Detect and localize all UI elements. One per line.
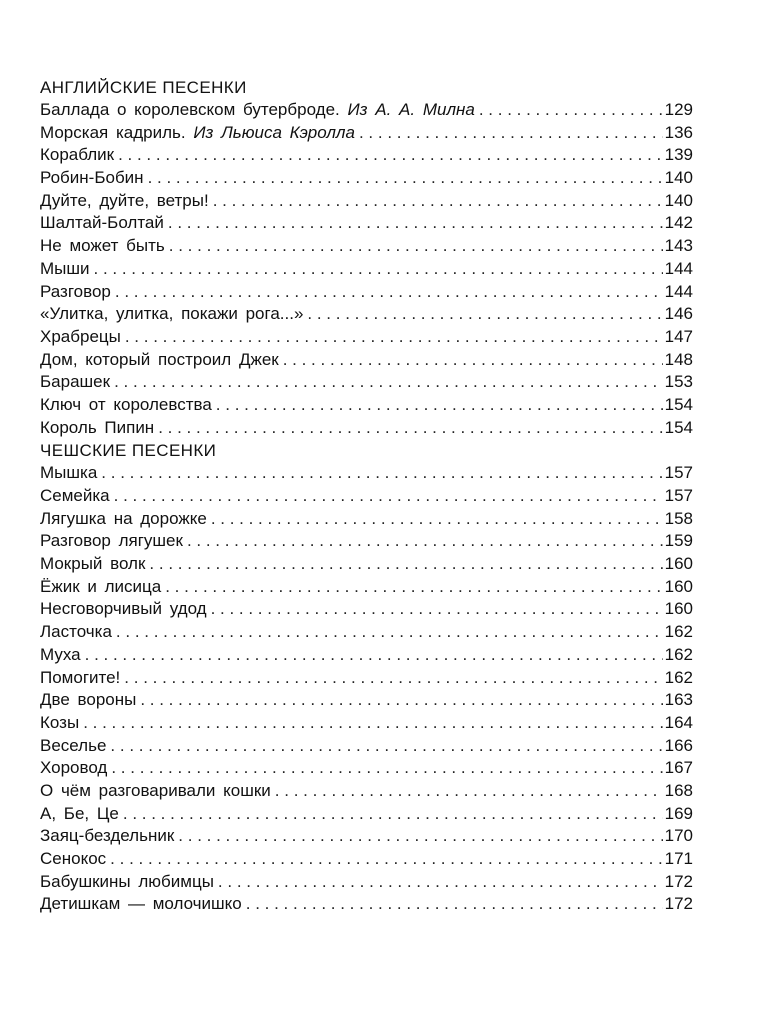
- dot-leader: [148, 167, 663, 190]
- page-number: 157: [664, 463, 693, 483]
- page-number: 136: [664, 122, 693, 142]
- page-number: 160: [664, 576, 693, 596]
- entry-title: Храбрецы: [40, 326, 121, 346]
- entry-title: «Улитка, улитка, покажи рога...»: [40, 304, 304, 324]
- entry-title-group: [40, 553, 145, 576]
- page-number: 172: [664, 871, 693, 891]
- page-number: 162: [664, 622, 693, 642]
- page-number: 153: [664, 372, 693, 392]
- dot-leader: [178, 825, 662, 848]
- toc-entry: [40, 553, 693, 576]
- entry-title: Бабушкины любимцы: [40, 871, 214, 891]
- toc-entry: [40, 757, 693, 780]
- entry-title: Веселье: [40, 735, 107, 755]
- page-number: 162: [664, 644, 693, 664]
- toc-entry: [40, 735, 693, 758]
- section-title: АНГЛИЙСКИЕ ПЕСЕНКИ: [40, 78, 247, 97]
- entry-title-group: [40, 235, 165, 258]
- entry-title-group: [40, 394, 212, 417]
- entry-title: Не может быть: [40, 236, 165, 256]
- dot-leader: [110, 735, 662, 758]
- page-number: 140: [664, 190, 693, 210]
- page-number: 140: [664, 168, 693, 188]
- dot-leader: [101, 462, 662, 485]
- dot-leader: [114, 485, 663, 508]
- entry-title: Козы: [40, 712, 80, 732]
- toc-entry: [40, 712, 693, 735]
- toc-section: [40, 76, 693, 439]
- page-number: 147: [664, 326, 693, 346]
- toc-entry: [40, 871, 693, 894]
- entry-title: Король Пипин: [40, 417, 155, 437]
- entry-title: Морская кадриль.: [40, 122, 186, 142]
- entry-title: Несговорчивый удод: [40, 599, 207, 619]
- dot-leader: [307, 303, 662, 326]
- toc-entry: [40, 621, 693, 644]
- entry-title: Разговор: [40, 281, 111, 301]
- dot-leader: [114, 371, 663, 394]
- entry-title-group: [40, 326, 121, 349]
- entry-title: А, Бе, Це: [40, 803, 119, 823]
- page-number: 159: [664, 531, 693, 551]
- dot-leader: [116, 621, 663, 644]
- entry-title-group: [40, 417, 154, 440]
- entry-title-group: [40, 848, 106, 871]
- entry-title: Лягушка на дорожке: [40, 508, 207, 528]
- toc-entry: [40, 99, 693, 122]
- toc-entry: [40, 258, 693, 281]
- page-number: 154: [664, 394, 693, 414]
- dot-leader: [479, 99, 663, 122]
- dot-leader: [213, 190, 663, 213]
- dot-leader: [283, 349, 663, 372]
- entry-title-group: [40, 689, 136, 712]
- page-number: 168: [664, 780, 693, 800]
- entry-title-group: [40, 621, 112, 644]
- entry-title-group: [40, 667, 120, 690]
- entry-title-group: [40, 644, 81, 667]
- dot-leader: [124, 667, 662, 690]
- entry-title-group: [40, 281, 111, 304]
- dot-leader: [158, 417, 662, 440]
- dot-leader: [140, 689, 662, 712]
- dot-leader: [218, 871, 663, 894]
- entry-title: Хоровод: [40, 758, 108, 778]
- dot-leader: [216, 394, 663, 417]
- page-number: 167: [664, 758, 693, 778]
- entry-title-group: [40, 757, 107, 780]
- entry-title: Разговор лягушек: [40, 531, 183, 551]
- toc-entry: [40, 349, 693, 372]
- entry-title: Помогите!: [40, 667, 121, 687]
- toc-entry: [40, 644, 693, 667]
- entry-title: Робин-Бобин: [40, 168, 144, 188]
- entry-title-group: [40, 122, 355, 145]
- toc-entry: [40, 689, 693, 712]
- entry-title-group: [40, 712, 79, 735]
- entry-title-group: [40, 735, 106, 758]
- page-number: 160: [664, 554, 693, 574]
- toc-entry: [40, 303, 693, 326]
- dot-leader: [168, 212, 663, 235]
- dot-leader: [110, 848, 662, 871]
- toc-entry: [40, 667, 693, 690]
- entry-title: Детишкам — молочишко: [40, 894, 242, 914]
- dot-leader: [165, 576, 662, 599]
- toc-entry: [40, 394, 693, 417]
- entry-title: Ключ от королевства: [40, 394, 212, 414]
- entry-title: О чём разговаривали кошки: [40, 780, 271, 800]
- entry-title: Семейка: [40, 486, 110, 505]
- toc-entry: [40, 122, 693, 145]
- page-number: 158: [664, 508, 693, 528]
- toc-entry: [40, 825, 693, 848]
- dot-leader: [211, 598, 663, 621]
- toc-entry: [40, 598, 693, 621]
- entry-title-group: [40, 530, 183, 553]
- page-number: 164: [664, 712, 693, 732]
- dot-leader: [83, 712, 662, 735]
- page-number: 171: [664, 849, 693, 868]
- entry-author: Из А. А. Милна: [347, 100, 475, 119]
- entry-title-group: [40, 462, 97, 485]
- page-number: 163: [664, 690, 693, 710]
- entry-title-group: [40, 598, 207, 621]
- entry-title-group: [40, 144, 114, 167]
- dot-leader: [149, 553, 662, 576]
- entry-title-group: [40, 780, 271, 803]
- toc-entry: [40, 167, 693, 190]
- dot-leader: [246, 893, 663, 916]
- toc-entry: [40, 780, 693, 803]
- entry-title: Дуйте, дуйте, ветры!: [40, 190, 209, 210]
- dot-leader: [125, 326, 663, 349]
- dot-leader: [94, 258, 663, 281]
- toc-entry: [40, 508, 693, 531]
- dot-leader: [118, 144, 663, 167]
- page-number: 143: [664, 236, 693, 256]
- entry-title-group: [40, 893, 242, 916]
- entry-title: Кораблик: [40, 145, 115, 165]
- dot-leader: [123, 803, 663, 826]
- toc-entry: [40, 485, 693, 508]
- toc-entry: [40, 576, 693, 599]
- entry-title: Баллада о королевском бутерброде.: [40, 100, 340, 119]
- page-number: 144: [664, 281, 693, 301]
- page-number: 139: [664, 145, 693, 165]
- page-number: 160: [664, 599, 693, 619]
- dot-leader: [85, 644, 663, 667]
- entry-title: Ласточка: [40, 622, 112, 642]
- entry-title: Шалтай-Болтай: [40, 213, 164, 233]
- toc-entry: [40, 212, 693, 235]
- page-number: 157: [664, 486, 693, 505]
- toc-entry: [40, 144, 693, 167]
- entry-title-group: [40, 212, 164, 235]
- entry-title: Сенокос: [40, 849, 107, 868]
- page-number: 144: [664, 258, 693, 278]
- toc-entry: [40, 848, 693, 871]
- entry-title-group: [40, 167, 144, 190]
- page-number: 129: [664, 100, 693, 119]
- entry-author: Из Льюиса Кэролла: [193, 122, 355, 142]
- page-number: 169: [664, 803, 693, 823]
- page-number: 154: [664, 417, 693, 437]
- entry-title: Заяц-бездельник: [40, 826, 175, 846]
- dot-leader: [115, 281, 663, 304]
- entry-title-group: [40, 508, 207, 531]
- entry-title: Мыши: [40, 258, 90, 278]
- entry-title: Мокрый волк: [40, 554, 146, 574]
- entry-title-group: [40, 871, 214, 894]
- entry-title-group: [40, 258, 90, 281]
- toc-entry: [40, 235, 693, 258]
- page-number: 162: [664, 667, 693, 687]
- toc-entry: [40, 281, 693, 304]
- toc-entry: [40, 371, 693, 394]
- dot-leader: [275, 780, 663, 803]
- dot-leader: [359, 122, 663, 145]
- entry-title-group: [40, 99, 475, 122]
- toc-section: [40, 439, 693, 916]
- toc-entry: [40, 190, 693, 213]
- section-title: ЧЕШСКИЕ ПЕСЕНКИ: [40, 441, 217, 461]
- page-number: 172: [664, 894, 693, 914]
- page-number: 148: [664, 349, 693, 369]
- entry-title-group: [40, 371, 110, 394]
- entry-title-group: [40, 190, 209, 213]
- entry-title: Две вороны: [40, 690, 137, 710]
- page-number: 166: [664, 735, 693, 755]
- entry-title: Дом, который построил Джек: [40, 349, 279, 369]
- page-number: 146: [664, 304, 693, 324]
- entry-title-group: [40, 825, 174, 848]
- entry-title-group: [40, 576, 161, 599]
- page-number: 142: [664, 213, 693, 233]
- dot-leader: [111, 757, 662, 780]
- toc-entry: [40, 462, 693, 485]
- dot-leader: [211, 508, 663, 531]
- entry-title: Муха: [40, 644, 81, 664]
- toc-entry: [40, 326, 693, 349]
- page-number: 170: [664, 826, 693, 846]
- toc-entry: [40, 893, 693, 916]
- entry-title: Барашек: [40, 372, 111, 392]
- entry-title-group: [40, 803, 119, 826]
- entry-title: Мышка: [40, 463, 98, 483]
- toc-entry: [40, 803, 693, 826]
- toc-entry: [40, 530, 693, 553]
- dot-leader: [187, 530, 663, 553]
- entry-title-group: [40, 303, 303, 326]
- entry-title: Ёжик и лисица: [40, 576, 162, 596]
- dot-leader: [169, 235, 663, 258]
- toc-entry: [40, 417, 693, 440]
- table-of-contents: [40, 76, 693, 916]
- entry-title-group: [40, 485, 110, 508]
- entry-title-group: [40, 349, 279, 372]
